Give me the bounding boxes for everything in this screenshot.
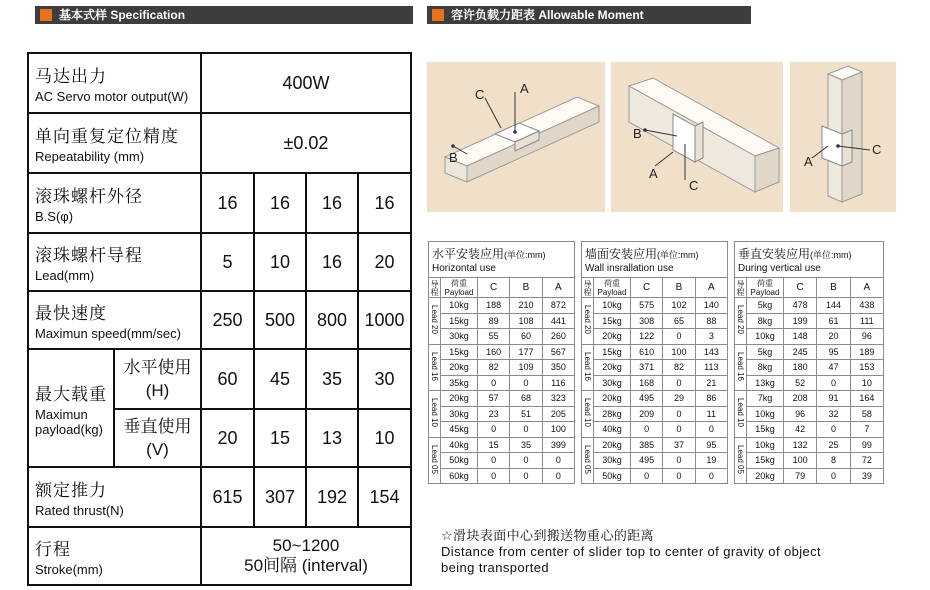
spec-cell: 307 (254, 467, 306, 527)
moment-cell: 113 (695, 360, 727, 376)
spec-sublabel: 水平使用 (H) (114, 349, 201, 409)
col-head-lead: 导程 (583, 279, 592, 296)
label-a: A (804, 154, 813, 169)
spec-cell: 1000 (358, 291, 411, 349)
note (441, 528, 821, 576)
spec-cell: 13 (306, 409, 358, 467)
col-head-b: B (663, 278, 695, 298)
table-row (429, 360, 575, 376)
payload-cell: 5kg (747, 344, 784, 360)
payload-cell: 13kg (747, 375, 784, 391)
spec-cell: 20 (358, 233, 411, 291)
table-row (429, 437, 575, 453)
moment-cell: 0 (695, 468, 727, 484)
moment-cell: 148 (784, 329, 817, 345)
col-head-c: C (478, 278, 510, 298)
moment-cell: 0 (631, 422, 663, 438)
moment-cell: 95 (817, 344, 850, 360)
moment-cell: 872 (542, 298, 574, 314)
moment-cell: 177 (510, 344, 542, 360)
spec-row-motor (28, 53, 411, 113)
moment-cell: 153 (850, 360, 883, 376)
table-row (429, 453, 575, 469)
moment-header-text: 容许负载力距表 Allowable Moment (451, 8, 644, 22)
spec-table (27, 52, 412, 586)
payload-cell: 15kg (441, 313, 478, 329)
moment-table-title: 墙面安装应用(单位:mm) Wall insrallation use (582, 242, 728, 278)
moment-cell: 143 (695, 344, 727, 360)
moment-cell: 35 (510, 437, 542, 453)
payload-cell: 15kg (747, 422, 784, 438)
moment-cell: 32 (817, 406, 850, 422)
moment-cell: 88 (695, 313, 727, 329)
moment-cell: 0 (510, 468, 542, 484)
orange-square-icon (40, 9, 52, 21)
moment-cell: 0 (695, 422, 727, 438)
payload-cell: 15kg (594, 344, 631, 360)
moment-cell: 0 (510, 422, 542, 438)
moment-cell: 42 (784, 422, 817, 438)
moment-cell: 209 (631, 406, 663, 422)
moment-cell: 7 (850, 422, 883, 438)
spec-label: 马达出力 AC Servo motor output(W) (28, 53, 201, 113)
spec-cell: 800 (306, 291, 358, 349)
payload-cell: 5kg (747, 298, 784, 314)
note-zh: ☆滑块表面中心到搬送物重心的距离 (441, 528, 655, 543)
spec-cell: 16 (201, 173, 254, 233)
moment-cell: 210 (510, 298, 542, 314)
spec-cell: 192 (306, 467, 358, 527)
spec-label: 行程 Stroke(mm) (28, 527, 201, 585)
moment-cell: 144 (817, 298, 850, 314)
payload-cell: 10kg (441, 298, 478, 314)
payload-cell: 7kg (747, 391, 784, 407)
moment-cell: 86 (695, 391, 727, 407)
col-head-c: C (784, 278, 817, 298)
spec-row-speed (28, 291, 411, 349)
col-head-b: B (817, 278, 850, 298)
moment-cell: 0 (478, 468, 510, 484)
payload-cell: 20kg (441, 360, 478, 376)
lead-label: Lead 10 (582, 391, 594, 438)
moment-cell: 109 (510, 360, 542, 376)
moment-cell: 160 (478, 344, 510, 360)
moment-cell: 0 (817, 422, 850, 438)
lead-label: Lead 16 (582, 344, 594, 391)
spec-cell: 500 (254, 291, 306, 349)
payload-cell: 40kg (441, 437, 478, 453)
spec-cell: 16 (254, 173, 306, 233)
table-row (429, 298, 575, 314)
payload-cell: 10kg (747, 406, 784, 422)
moment-cell: 108 (510, 313, 542, 329)
table-row (735, 298, 884, 314)
col-head-a: A (542, 278, 574, 298)
spec-label: 最快速度 Maximun speed(mm/sec) (28, 291, 201, 349)
moment-cell: 51 (510, 406, 542, 422)
moment-cell: 23 (478, 406, 510, 422)
table-row (582, 344, 728, 360)
payload-cell: 20kg (441, 391, 478, 407)
table-row (582, 391, 728, 407)
note-en-line1: Distance from center of slider top to center of gravity of object (441, 544, 822, 559)
col-head-a: A (695, 278, 727, 298)
label-c: C (689, 178, 699, 193)
payload-cell: 30kg (441, 329, 478, 345)
spec-cell: 250 (201, 291, 254, 349)
moment-cell: 19 (695, 453, 727, 469)
moment-cell: 0 (478, 453, 510, 469)
moment-cell: 20 (817, 329, 850, 345)
moment-cell: 60 (510, 329, 542, 345)
spec-cell: 15 (254, 409, 306, 467)
spec-header-text: 基本式样 Specification (59, 8, 186, 22)
table-row (582, 468, 728, 484)
moment-cell: 308 (631, 313, 663, 329)
moment-cell: 15 (478, 437, 510, 453)
moment-cell: 111 (850, 313, 883, 329)
col-head-payload: 荷重 Payload (441, 278, 478, 298)
moment-cell: 89 (478, 313, 510, 329)
moment-cell: 99 (850, 437, 883, 453)
illustration-horizontal (427, 62, 605, 212)
spec-value: 50~1200 50间隔 (interval) (201, 527, 411, 585)
moment-table (734, 241, 884, 484)
payload-cell: 15kg (441, 344, 478, 360)
col-head-lead: 导程 (736, 279, 745, 296)
moment-cell: 47 (817, 360, 850, 376)
table-row (582, 375, 728, 391)
moment-cell: 245 (784, 344, 817, 360)
payload-cell: 60kg (441, 468, 478, 484)
table-row (735, 329, 884, 345)
moment-cell: 0 (663, 468, 695, 484)
moment-table (428, 241, 575, 484)
moment-cell: 0 (663, 406, 695, 422)
moment-cell: 0 (478, 422, 510, 438)
payload-cell: 30kg (594, 375, 631, 391)
col-head-payload: 荷重 Payload (747, 278, 784, 298)
table-row (735, 406, 884, 422)
moment-cell: 0 (542, 468, 574, 484)
spec-row-repeatability (28, 113, 411, 173)
col-head-payload: 荷重 Payload (594, 278, 631, 298)
spec-cell: 30 (358, 349, 411, 409)
payload-cell: 10kg (747, 329, 784, 345)
table-row (582, 360, 728, 376)
spec-cell: 16 (306, 233, 358, 291)
table-row (582, 298, 728, 314)
table-row (582, 437, 728, 453)
moment-cell: 82 (478, 360, 510, 376)
moment-cell: 39 (850, 468, 883, 484)
spec-cell: 35 (306, 349, 358, 409)
label-a: A (520, 81, 529, 96)
moment-cell: 0 (478, 375, 510, 391)
table-row (582, 313, 728, 329)
moment-cell: 11 (695, 406, 727, 422)
moment-cell: 323 (542, 391, 574, 407)
table-row (429, 406, 575, 422)
moment-cell: 8 (817, 453, 850, 469)
spec-cell: 10 (358, 409, 411, 467)
col-head-c: C (631, 278, 663, 298)
moment-cell: 37 (663, 437, 695, 453)
spec-sublabel: 垂直使用 (V) (114, 409, 201, 467)
moment-table-title: 水平安装应用(单位:mm) Horizontal use (429, 242, 575, 278)
moment-cell: 25 (817, 437, 850, 453)
moment-cell: 116 (542, 375, 574, 391)
moment-cell: 0 (663, 453, 695, 469)
spec-cell: 16 (306, 173, 358, 233)
table-row (735, 313, 884, 329)
orange-square-icon (432, 9, 444, 21)
payload-cell: 50kg (594, 468, 631, 484)
payload-cell: 40kg (594, 422, 631, 438)
table-row (735, 422, 884, 438)
payload-cell: 10kg (747, 437, 784, 453)
moment-cell: 0 (663, 329, 695, 345)
spec-cell: 5 (201, 233, 254, 291)
label-a: A (649, 166, 658, 181)
lead-label: Lead 05 (735, 437, 747, 484)
note-en-line2: being transported (441, 560, 549, 575)
moment-cell: 21 (695, 375, 727, 391)
payload-cell: 35kg (441, 375, 478, 391)
table-row (735, 468, 884, 484)
moment-cell: 10 (850, 375, 883, 391)
moment-cell: 29 (663, 391, 695, 407)
moment-cell: 102 (663, 298, 695, 314)
spec-label: 最大载重 Maximun payload(kg) (28, 349, 114, 467)
moment-table-title: 垂直安装应用(单位:mm) During vertical use (735, 242, 884, 278)
table-row (735, 360, 884, 376)
table-row (735, 391, 884, 407)
lead-label: Lead 05 (429, 437, 441, 484)
table-row (582, 453, 728, 469)
lead-label: Lead 20 (429, 298, 441, 345)
spec-row-stroke (28, 527, 411, 585)
spec-cell: 16 (358, 173, 411, 233)
payload-cell: 28kg (594, 406, 631, 422)
illustration-wall (611, 62, 783, 212)
moment-cell: 371 (631, 360, 663, 376)
spec-cell: 45 (254, 349, 306, 409)
spec-label: 滚珠螺杆外径 B.S(φ) (28, 173, 201, 233)
table-row (582, 406, 728, 422)
spec-cell: 154 (358, 467, 411, 527)
moment-cell: 0 (663, 375, 695, 391)
moment-cell: 57 (478, 391, 510, 407)
moment-cell: 122 (631, 329, 663, 345)
payload-cell: 15kg (594, 313, 631, 329)
payload-cell: 15kg (747, 453, 784, 469)
moment-cell: 199 (784, 313, 817, 329)
moment-cell: 132 (784, 437, 817, 453)
moment-cell: 188 (478, 298, 510, 314)
moment-cell: 100 (542, 422, 574, 438)
moment-cell: 567 (542, 344, 574, 360)
moment-header (427, 6, 751, 24)
moment-cell: 65 (663, 313, 695, 329)
lead-label: Lead 10 (429, 391, 441, 438)
moment-cell: 208 (784, 391, 817, 407)
moment-cell: 100 (663, 344, 695, 360)
payload-cell: 8kg (747, 313, 784, 329)
spec-cell: 20 (201, 409, 254, 467)
label-b: B (633, 126, 642, 141)
payload-cell: 20kg (747, 468, 784, 484)
moment-table (581, 241, 728, 484)
table-row (582, 329, 728, 345)
spec-row-bs (28, 173, 411, 233)
moment-cell: 3 (695, 329, 727, 345)
col-head-lead: 导程 (430, 279, 439, 296)
moment-cell: 610 (631, 344, 663, 360)
moment-cell: 0 (817, 468, 850, 484)
payload-cell: 20kg (594, 391, 631, 407)
table-row (735, 437, 884, 453)
moment-cell: 164 (850, 391, 883, 407)
moment-cell: 205 (542, 406, 574, 422)
lead-label: Lead 20 (735, 298, 747, 345)
spec-cell: 615 (201, 467, 254, 527)
payload-cell: 20kg (594, 329, 631, 345)
spec-value: ±0.02 (201, 113, 411, 173)
moment-cell: 96 (784, 406, 817, 422)
label-b: B (449, 150, 458, 165)
spec-cell: 60 (201, 349, 254, 409)
moment-cell: 58 (850, 406, 883, 422)
spec-row-thrust (28, 467, 411, 527)
payload-cell: 30kg (594, 453, 631, 469)
table-row (735, 453, 884, 469)
lead-label: Lead 16 (735, 344, 747, 391)
table-row (429, 422, 575, 438)
col-head-a: A (850, 278, 883, 298)
label-c: C (475, 87, 485, 102)
table-row (429, 344, 575, 360)
moment-cell: 96 (850, 329, 883, 345)
table-row (582, 422, 728, 438)
table-row (429, 313, 575, 329)
moment-cell: 0 (510, 375, 542, 391)
spec-row-payload-h (28, 349, 411, 409)
moment-cell: 180 (784, 360, 817, 376)
moment-cell: 260 (542, 329, 574, 345)
moment-cell: 495 (631, 453, 663, 469)
table-row (429, 468, 575, 484)
moment-cell: 399 (542, 437, 574, 453)
moment-cell: 140 (695, 298, 727, 314)
moment-cell: 350 (542, 360, 574, 376)
moment-cell: 52 (784, 375, 817, 391)
payload-cell: 8kg (747, 360, 784, 376)
lead-label: Lead 16 (429, 344, 441, 391)
table-row (429, 391, 575, 407)
moment-cell: 0 (510, 453, 542, 469)
col-head-b: B (510, 278, 542, 298)
spec-label: 单向重复定位精度 Repeatability (mm) (28, 113, 201, 173)
moment-cell: 55 (478, 329, 510, 345)
moment-cell: 79 (784, 468, 817, 484)
moment-cell: 495 (631, 391, 663, 407)
payload-cell: 50kg (441, 453, 478, 469)
lead-label: Lead 20 (582, 298, 594, 345)
payload-cell: 30kg (441, 406, 478, 422)
table-row (735, 344, 884, 360)
moment-cell: 82 (663, 360, 695, 376)
spec-label: 滚珠螺杆导程 Lead(mm) (28, 233, 201, 291)
payload-cell: 45kg (441, 422, 478, 438)
moment-cell: 72 (850, 453, 883, 469)
lead-label: Lead 05 (582, 437, 594, 484)
moment-cell: 100 (784, 453, 817, 469)
payload-cell: 10kg (594, 298, 631, 314)
lead-label: Lead 10 (735, 391, 747, 438)
table-row (429, 375, 575, 391)
moment-cell: 0 (663, 422, 695, 438)
moment-cell: 441 (542, 313, 574, 329)
moment-cell: 438 (850, 298, 883, 314)
payload-cell: 20kg (594, 360, 631, 376)
moment-cell: 575 (631, 298, 663, 314)
table-row (735, 375, 884, 391)
moment-cell: 0 (817, 375, 850, 391)
spec-header (35, 6, 413, 24)
spec-value: 400W (201, 53, 411, 113)
payload-cell: 20kg (594, 437, 631, 453)
moment-cell: 478 (784, 298, 817, 314)
moment-cell: 189 (850, 344, 883, 360)
moment-cell: 91 (817, 391, 850, 407)
moment-cell: 385 (631, 437, 663, 453)
spec-label: 额定推力 Rated thrust(N) (28, 467, 201, 527)
moment-cell: 61 (817, 313, 850, 329)
spec-cell: 10 (254, 233, 306, 291)
moment-cell: 0 (631, 468, 663, 484)
moment-cell: 168 (631, 375, 663, 391)
moment-cell: 68 (510, 391, 542, 407)
spec-row-lead (28, 233, 411, 291)
moment-cell: 95 (695, 437, 727, 453)
label-c: C (872, 142, 882, 157)
moment-cell: 0 (542, 453, 574, 469)
illustration-vertical (790, 62, 896, 212)
table-row (429, 329, 575, 345)
